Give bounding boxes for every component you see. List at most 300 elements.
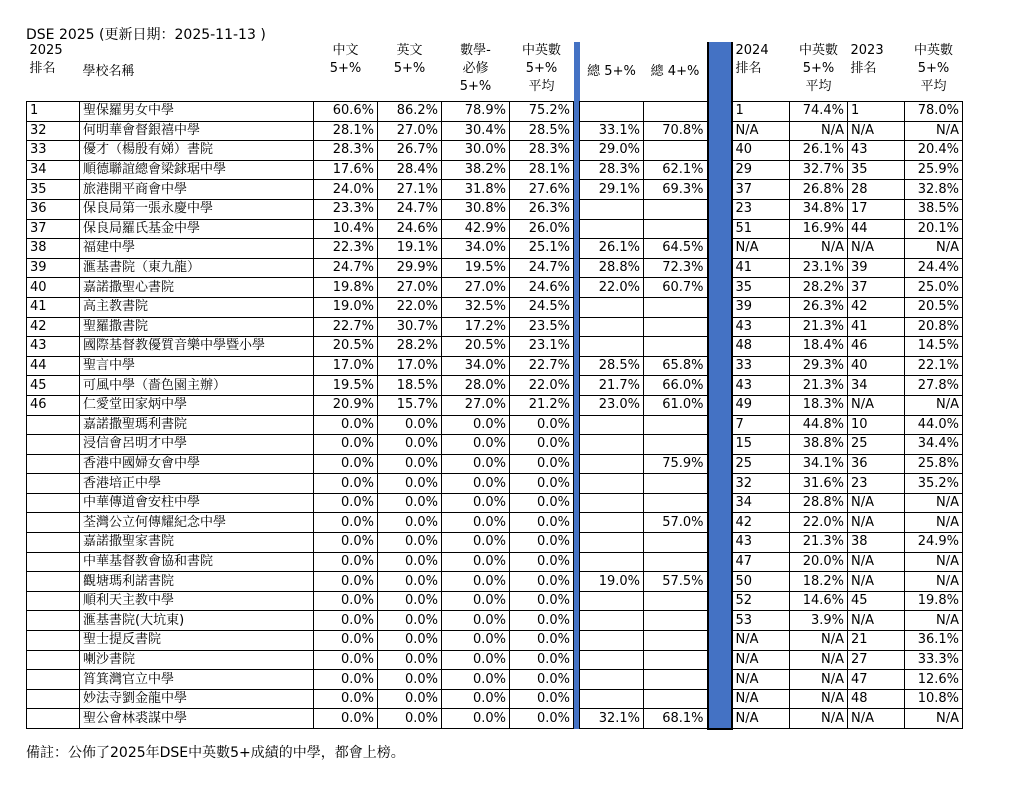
total4-cell [644, 199, 708, 219]
math-cell: 38.2% [442, 160, 510, 180]
school-name-cell: 觀塘瑪利諾書院 [80, 572, 314, 592]
average-cell: 0.0% [510, 611, 574, 631]
blue-separator-wide [708, 611, 732, 631]
average-2024-cell: N/A [790, 670, 848, 690]
rank-2024-cell: 51 [732, 219, 790, 239]
rank-2023-cell: 40 [848, 356, 905, 376]
results-body [27, 102, 963, 729]
average-2024-cell: 20.0% [790, 552, 848, 572]
chinese-cell: 0.0% [314, 591, 378, 611]
average-2023-cell: 10.8% [905, 689, 963, 709]
rank-2025-cell: 35 [27, 180, 80, 200]
chinese-cell: 0.0% [314, 552, 378, 572]
school-name-cell: 仁愛堂田家炳中學 [80, 395, 314, 415]
rank-2023-cell: N/A [848, 493, 905, 513]
rank-2025-cell [27, 415, 80, 435]
rank-2023-cell: 37 [848, 278, 905, 298]
table-row [27, 572, 963, 592]
english-cell: 0.0% [378, 513, 442, 533]
average-cell: 24.5% [510, 297, 574, 317]
average-2023-cell: 24.9% [905, 533, 963, 553]
average-2024-cell: N/A [790, 121, 848, 141]
math-cell: 17.2% [442, 317, 510, 337]
math-cell: 0.0% [442, 415, 510, 435]
rank-2023-cell: 45 [848, 591, 905, 611]
total5-cell: 21.7% [580, 376, 644, 396]
school-name-cell: 聖保羅男女中學 [80, 102, 314, 122]
chinese-cell: 28.1% [314, 121, 378, 141]
total5-cell [580, 474, 644, 494]
blue-separator-wide [708, 709, 732, 729]
math-cell: 30.0% [442, 141, 510, 161]
table-row [27, 180, 963, 200]
average-cell: 0.0% [510, 474, 574, 494]
total5-cell [580, 670, 644, 690]
average-2024-cell: 21.3% [790, 533, 848, 553]
average-cell: 0.0% [510, 670, 574, 690]
blue-separator-wide [708, 415, 732, 435]
total5-cell [580, 454, 644, 474]
rank-2023-cell: N/A [848, 395, 905, 415]
math-cell: 20.5% [442, 337, 510, 357]
english-cell: 0.0% [378, 650, 442, 670]
english-cell: 24.7% [378, 199, 442, 219]
blue-separator-wide [708, 239, 732, 259]
average-2023-cell: 27.8% [905, 376, 963, 396]
rank-2025-cell: 44 [27, 356, 80, 376]
school-name-cell: 香港中國婦女會中學 [80, 454, 314, 474]
chinese-cell: 0.0% [314, 533, 378, 553]
table-row [27, 395, 963, 415]
english-cell: 27.0% [378, 278, 442, 298]
school-name-cell: 中華傳道會安柱中學 [80, 493, 314, 513]
average-2024-cell: 22.0% [790, 513, 848, 533]
english-cell: 28.2% [378, 337, 442, 357]
total4-cell: 62.1% [644, 160, 708, 180]
blue-separator-wide [708, 572, 732, 592]
total4-cell: 64.5% [644, 239, 708, 259]
rank-2025-cell: 34 [27, 160, 80, 180]
chinese-cell: 17.0% [314, 356, 378, 376]
table-row [27, 493, 963, 513]
rank-2024-cell: 43 [732, 533, 790, 553]
results-table [26, 42, 963, 730]
math-cell: 0.0% [442, 533, 510, 553]
rank-2024-cell: N/A [732, 121, 790, 141]
chinese-cell: 19.5% [314, 376, 378, 396]
average-cell: 0.0% [510, 552, 574, 572]
rank-2024-cell: N/A [732, 239, 790, 259]
total4-cell: 70.8% [644, 121, 708, 141]
rank-2024-cell: 15 [732, 435, 790, 455]
english-cell: 28.4% [378, 160, 442, 180]
math-cell: 34.0% [442, 356, 510, 376]
average-cell: 0.0% [510, 415, 574, 435]
total5-cell [580, 533, 644, 553]
total5-cell: 29.1% [580, 180, 644, 200]
rank-2024-cell: 42 [732, 513, 790, 533]
english-cell: 18.5% [378, 376, 442, 396]
rank-2024-cell: 35 [732, 278, 790, 298]
school-name-cell: 優才（楊殷有娣）書院 [80, 141, 314, 161]
rank-2023-cell: 48 [848, 689, 905, 709]
chinese-cell: 20.9% [314, 395, 378, 415]
total4-cell [644, 219, 708, 239]
blue-separator-wide [708, 258, 732, 278]
table-row [27, 337, 963, 357]
school-name-cell: 筲箕灣官立中學 [80, 670, 314, 690]
rank-2025-cell: 36 [27, 199, 80, 219]
rank-2025-cell [27, 709, 80, 729]
rank-2023-cell: N/A [848, 709, 905, 729]
rank-2023-cell: 42 [848, 297, 905, 317]
average-cell: 0.0% [510, 689, 574, 709]
english-cell: 27.1% [378, 180, 442, 200]
rank-2024-cell: 43 [732, 376, 790, 396]
average-2023-cell: N/A [905, 552, 963, 572]
math-cell: 0.0% [442, 709, 510, 729]
school-name-cell: 保良局羅氏基金中學 [80, 219, 314, 239]
rank-2024-cell: 50 [732, 572, 790, 592]
average-cell: 0.0% [510, 631, 574, 651]
header-avg2024: 中英數 5+% 平均 [798, 43, 838, 94]
total4-cell [644, 670, 708, 690]
rank-2023-cell: N/A [848, 552, 905, 572]
school-name-cell: 香港培正中學 [80, 474, 314, 494]
table-row [27, 709, 963, 729]
table-row [27, 356, 963, 376]
school-name-cell: 嘉諾撒聖心書院 [80, 278, 314, 298]
table-row [27, 376, 963, 396]
table-row [27, 552, 963, 572]
total5-cell [580, 219, 644, 239]
average-2023-cell: 44.0% [905, 415, 963, 435]
total5-cell: 26.1% [580, 239, 644, 259]
average-cell: 26.3% [510, 199, 574, 219]
rank-2025-cell [27, 650, 80, 670]
english-cell: 26.7% [378, 141, 442, 161]
rank-2023-cell: 38 [848, 533, 905, 553]
english-cell: 0.0% [378, 474, 442, 494]
average-2023-cell: N/A [905, 611, 963, 631]
total5-cell [580, 611, 644, 631]
header-avg2023: 中英數 5+% 平均 [913, 43, 953, 94]
blue-separator-wide [708, 102, 732, 122]
average-2023-cell: 20.8% [905, 317, 963, 337]
footnote: 備註：公佈了2025年DSE中英數5+成績的中學，都會上榜。 [26, 745, 405, 761]
math-cell: 0.0% [442, 572, 510, 592]
english-cell: 27.0% [378, 121, 442, 141]
rank-2023-cell: 1 [848, 102, 905, 122]
rank-2023-cell: 23 [848, 474, 905, 494]
rank-2025-cell [27, 591, 80, 611]
total4-cell: 66.0% [644, 376, 708, 396]
average-cell: 0.0% [510, 493, 574, 513]
rank-2025-cell: 45 [27, 376, 80, 396]
rank-2025-cell: 33 [27, 141, 80, 161]
math-cell: 30.4% [442, 121, 510, 141]
blue-separator-wide [708, 317, 732, 337]
rank-2024-cell: 7 [732, 415, 790, 435]
total5-cell [580, 513, 644, 533]
total5-cell [580, 317, 644, 337]
math-cell: 0.0% [442, 591, 510, 611]
school-name-cell: 滙基書院(大坑東) [80, 611, 314, 631]
rank-2025-cell [27, 454, 80, 474]
math-cell: 30.8% [442, 199, 510, 219]
math-cell: 32.5% [442, 297, 510, 317]
average-cell: 24.6% [510, 278, 574, 298]
rank-2024-cell: 1 [732, 102, 790, 122]
average-2023-cell: 36.1% [905, 631, 963, 651]
rank-2024-cell: 52 [732, 591, 790, 611]
average-2024-cell: 21.3% [790, 317, 848, 337]
math-cell: 34.0% [442, 239, 510, 259]
blue-separator-wide [708, 199, 732, 219]
rank-2025-cell: 39 [27, 258, 80, 278]
school-name-cell: 旅港開平商會中學 [80, 180, 314, 200]
total5-cell: 29.0% [580, 141, 644, 161]
rank-2024-cell: 37 [732, 180, 790, 200]
chinese-cell: 17.6% [314, 160, 378, 180]
school-name-cell: 聖士提反書院 [80, 631, 314, 651]
math-cell: 19.5% [442, 258, 510, 278]
rank-2024-cell: 43 [732, 317, 790, 337]
average-2023-cell: 12.6% [905, 670, 963, 690]
table-row [27, 160, 963, 180]
average-2023-cell: 24.4% [905, 258, 963, 278]
rank-2025-cell: 43 [27, 337, 80, 357]
english-cell: 0.0% [378, 493, 442, 513]
average-cell: 0.0% [510, 435, 574, 455]
average-2024-cell: N/A [790, 239, 848, 259]
english-cell: 0.0% [378, 611, 442, 631]
blue-separator-wide [708, 631, 732, 651]
school-name-cell: 聖言中學 [80, 356, 314, 376]
average-cell: 22.0% [510, 376, 574, 396]
total4-cell: 75.9% [644, 454, 708, 474]
rank-2025-cell: 40 [27, 278, 80, 298]
table-row [27, 435, 963, 455]
rank-2025-cell [27, 474, 80, 494]
blue-separator-wide [708, 650, 732, 670]
blue-separator-wide [708, 395, 732, 415]
average-cell: 22.7% [510, 356, 574, 376]
blue-separator-wide [708, 278, 732, 298]
rank-2024-cell: 41 [732, 258, 790, 278]
blue-separator-wide [708, 180, 732, 200]
average-2023-cell: 34.4% [905, 435, 963, 455]
average-cell: 0.0% [510, 591, 574, 611]
header-row [27, 42, 963, 102]
total5-cell: 33.1% [580, 121, 644, 141]
english-cell: 0.0% [378, 454, 442, 474]
average-cell: 23.1% [510, 337, 574, 357]
rank-2023-cell: 10 [848, 415, 905, 435]
table-row [27, 533, 963, 553]
rank-2024-cell: 39 [732, 297, 790, 317]
rank-2024-cell: 33 [732, 356, 790, 376]
total5-cell [580, 435, 644, 455]
rank-2023-cell: 47 [848, 670, 905, 690]
total5-cell [580, 493, 644, 513]
table-row [27, 454, 963, 474]
chinese-cell: 22.7% [314, 317, 378, 337]
rank-2025-cell [27, 493, 80, 513]
math-cell: 0.0% [442, 670, 510, 690]
header-math: 數學- 必修 5+% [459, 43, 492, 94]
english-cell: 0.0% [378, 670, 442, 690]
english-cell: 0.0% [378, 435, 442, 455]
rank-2024-cell: 48 [732, 337, 790, 357]
english-cell: 22.0% [378, 297, 442, 317]
average-cell: 0.0% [510, 709, 574, 729]
chinese-cell: 0.0% [314, 474, 378, 494]
rank-2025-cell [27, 689, 80, 709]
rank-2025-cell [27, 533, 80, 553]
average-2023-cell: N/A [905, 493, 963, 513]
chinese-cell: 10.4% [314, 219, 378, 239]
rank-2024-cell: 29 [732, 160, 790, 180]
average-2023-cell: 19.8% [905, 591, 963, 611]
rank-2024-cell: 49 [732, 395, 790, 415]
average-cell: 0.0% [510, 454, 574, 474]
table-row [27, 317, 963, 337]
average-cell: 0.0% [510, 513, 574, 533]
rank-2025-cell: 46 [27, 395, 80, 415]
math-cell: 0.0% [442, 435, 510, 455]
average-2024-cell: 74.4% [790, 102, 848, 122]
math-cell: 27.0% [442, 278, 510, 298]
total5-cell [580, 337, 644, 357]
total4-cell [644, 317, 708, 337]
chinese-cell: 0.0% [314, 572, 378, 592]
chinese-cell: 0.0% [314, 611, 378, 631]
school-name-cell: 聖羅撒書院 [80, 317, 314, 337]
math-cell: 0.0% [442, 513, 510, 533]
blue-separator-wide [708, 533, 732, 553]
average-2024-cell: 29.3% [790, 356, 848, 376]
school-name-cell: 浸信會呂明才中學 [80, 435, 314, 455]
average-2024-cell: 38.8% [790, 435, 848, 455]
chinese-cell: 60.6% [314, 102, 378, 122]
rank-2025-cell [27, 435, 80, 455]
total5-cell: 28.3% [580, 160, 644, 180]
average-2023-cell: 20.5% [905, 297, 963, 317]
rank-2023-cell: 34 [848, 376, 905, 396]
total4-cell [644, 591, 708, 611]
total4-cell: 72.3% [644, 258, 708, 278]
blue-separator-wide [708, 376, 732, 396]
rank-2024-cell: N/A [732, 709, 790, 729]
school-name-cell: 順德聯誼總會梁銶琚中學 [80, 160, 314, 180]
total4-cell [644, 102, 708, 122]
blue-separator-wide [708, 297, 732, 317]
chinese-cell: 22.3% [314, 239, 378, 259]
blue-separator-wide [708, 552, 732, 572]
school-name-cell: 嘉諾撒聖家書院 [80, 533, 314, 553]
average-2024-cell: N/A [790, 650, 848, 670]
average-2024-cell: 18.3% [790, 395, 848, 415]
table-row [27, 513, 963, 533]
average-2023-cell: N/A [905, 239, 963, 259]
total5-cell [580, 689, 644, 709]
school-name-cell: 可風中學（嗇色園主辦） [80, 376, 314, 396]
total5-cell [580, 297, 644, 317]
average-cell: 26.0% [510, 219, 574, 239]
school-name-cell: 福建中學 [80, 239, 314, 259]
math-cell: 31.8% [442, 180, 510, 200]
rank-2023-cell: N/A [848, 572, 905, 592]
average-2023-cell: 25.0% [905, 278, 963, 298]
total4-cell: 57.5% [644, 572, 708, 592]
chinese-cell: 0.0% [314, 454, 378, 474]
school-name-cell: 高主教書院 [80, 297, 314, 317]
math-cell: 0.0% [442, 454, 510, 474]
chinese-cell: 0.0% [314, 415, 378, 435]
header-rank2025: 2025 排名 [29, 43, 63, 76]
rank-2023-cell: 41 [848, 317, 905, 337]
math-cell: 27.0% [442, 395, 510, 415]
rank-2025-cell: 1 [27, 102, 80, 122]
average-2023-cell: 35.2% [905, 474, 963, 494]
rank-2023-cell: 46 [848, 337, 905, 357]
total4-cell: 68.1% [644, 709, 708, 729]
english-cell: 0.0% [378, 591, 442, 611]
average-2023-cell: 22.1% [905, 356, 963, 376]
average-cell: 23.5% [510, 317, 574, 337]
table-row [27, 670, 963, 690]
english-cell: 0.0% [378, 415, 442, 435]
rank-2023-cell: N/A [848, 611, 905, 631]
total5-cell [580, 199, 644, 219]
total4-cell [644, 337, 708, 357]
math-cell: 0.0% [442, 631, 510, 651]
total4-cell: 57.0% [644, 513, 708, 533]
average-cell: 28.3% [510, 141, 574, 161]
header-total5: 總 5+% [587, 63, 636, 79]
rank-2024-cell: 25 [732, 454, 790, 474]
total4-cell [644, 493, 708, 513]
average-2024-cell: 3.9% [790, 611, 848, 631]
average-2023-cell: 33.3% [905, 650, 963, 670]
rank-2024-cell: N/A [732, 689, 790, 709]
english-cell: 0.0% [378, 689, 442, 709]
total4-cell: 65.8% [644, 356, 708, 376]
school-name-cell: 妙法寺劉金龍中學 [80, 689, 314, 709]
math-cell: 0.0% [442, 552, 510, 572]
blue-separator-wide [708, 337, 732, 357]
header-rank2023: 2023 排名 [850, 43, 884, 76]
school-name-cell: 荃灣公立何傳耀紀念中學 [80, 513, 314, 533]
average-2024-cell: 26.3% [790, 297, 848, 317]
school-name-cell: 順利天主教中學 [80, 591, 314, 611]
rank-2023-cell: 44 [848, 219, 905, 239]
average-2024-cell: 18.4% [790, 337, 848, 357]
total5-cell [580, 552, 644, 572]
header-eng: 英文 5+% [393, 43, 426, 76]
average-2024-cell: 32.7% [790, 160, 848, 180]
rank-2024-cell: N/A [732, 631, 790, 651]
average-2023-cell: 25.8% [905, 454, 963, 474]
rank-2025-cell: 32 [27, 121, 80, 141]
average-2023-cell: 20.1% [905, 219, 963, 239]
math-cell: 0.0% [442, 611, 510, 631]
chinese-cell: 0.0% [314, 670, 378, 690]
school-name-cell: 何明華會督銀禧中學 [80, 121, 314, 141]
average-cell: 75.2% [510, 102, 574, 122]
math-cell: 28.0% [442, 376, 510, 396]
